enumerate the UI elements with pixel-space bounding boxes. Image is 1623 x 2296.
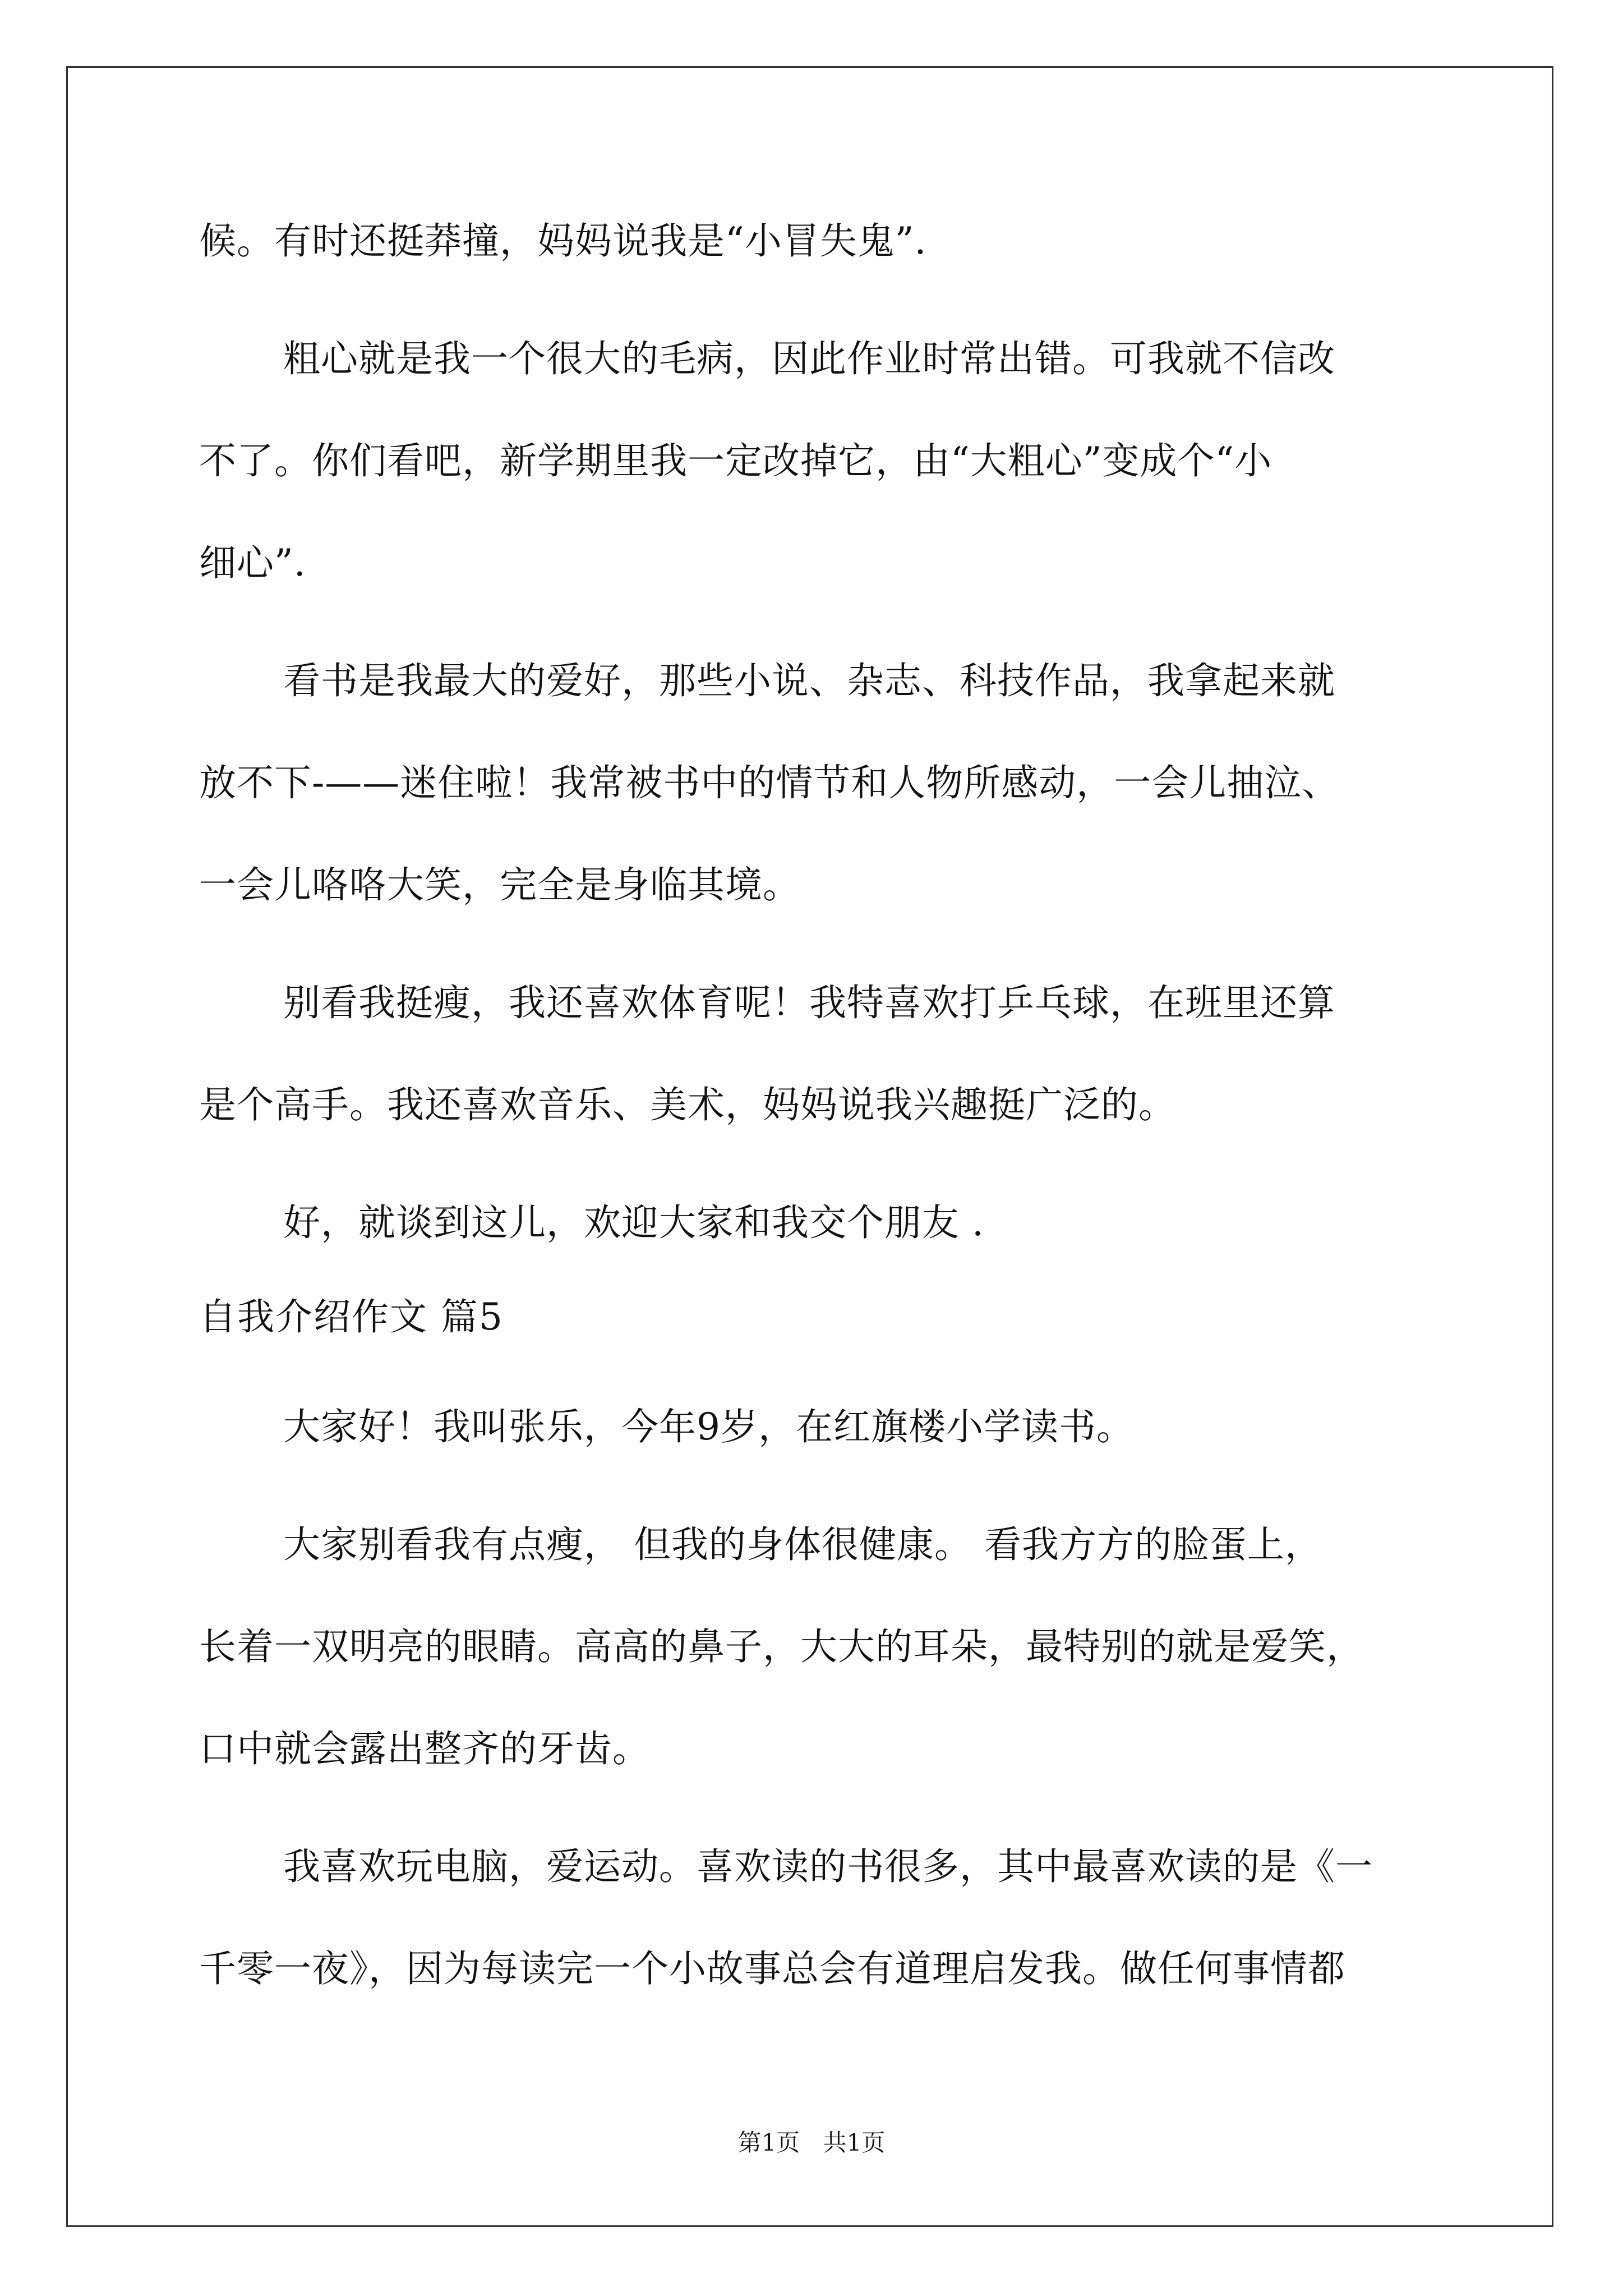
paragraph-line: 一会儿咯咯大笑，完全是身临其境。 [199,863,800,907]
paragraph-line: 不了。你们看吧，新学期里我一定改掉它，由“大粗心”变成个“小 [199,439,1272,482]
paragraph-line: 粗心就是我一个很大的毛病，因此作业时常出错。可我就不信改 [283,337,1335,380]
paragraph-line: 别看我挺瘦，我还喜欢体育呢！我特喜欢打乒乓球，在班里还算 [283,981,1335,1024]
paragraph-line: 细心”. [199,541,306,585]
page-number: 第1页 [737,2129,800,2156]
document-body [199,0,1438,2296]
paragraph-line: 我喜欢玩电脑，爱运动。喜欢读的书很多，其中最喜欢读的是《一 [283,1845,1373,1888]
paragraph-line: 好，就谈到这儿，欢迎大家和我交个朋友 . [283,1201,984,1244]
paragraph-line: 看书是我最大的爱好，那些小说、杂志、科技作品，我拿起来就 [283,659,1335,702]
paragraph-line: 长着一双明亮的眼睛。高高的鼻子，大大的耳朵，最特别的就是爱笑， [199,1625,1364,1668]
paragraph-line: 千零一夜》，因为每读完一个小故事总会有道理启发我。做任何事情都 [199,1947,1345,1990]
paragraph-line: 是个高手。我还喜欢音乐、美术，妈妈说我兴趣挺广泛的。 [199,1083,1176,1126]
paragraph-line: 口中就会露出整齐的牙齿。 [199,1727,650,1770]
paragraph-line: 候。有时还挺莽撞，妈妈说我是“小冒失鬼”. [199,219,927,263]
page-footer [0,2126,1623,2160]
page-total: 共1页 [823,2129,886,2156]
paragraph-line: 大家别看我有点瘦， 但我的身体很健康。 看我方方的脸蛋上， [283,1523,1322,1566]
paragraph-line: 大家好！我叫张乐，今年9岁，在红旗楼小学读书。 [283,1405,1134,1448]
section-heading: 自我介绍作文 篇5 [199,1295,504,1338]
paragraph-line: 放不下-——迷住啦！我常被书中的情节和人物所感动，一会儿抽泣、 [199,761,1340,804]
